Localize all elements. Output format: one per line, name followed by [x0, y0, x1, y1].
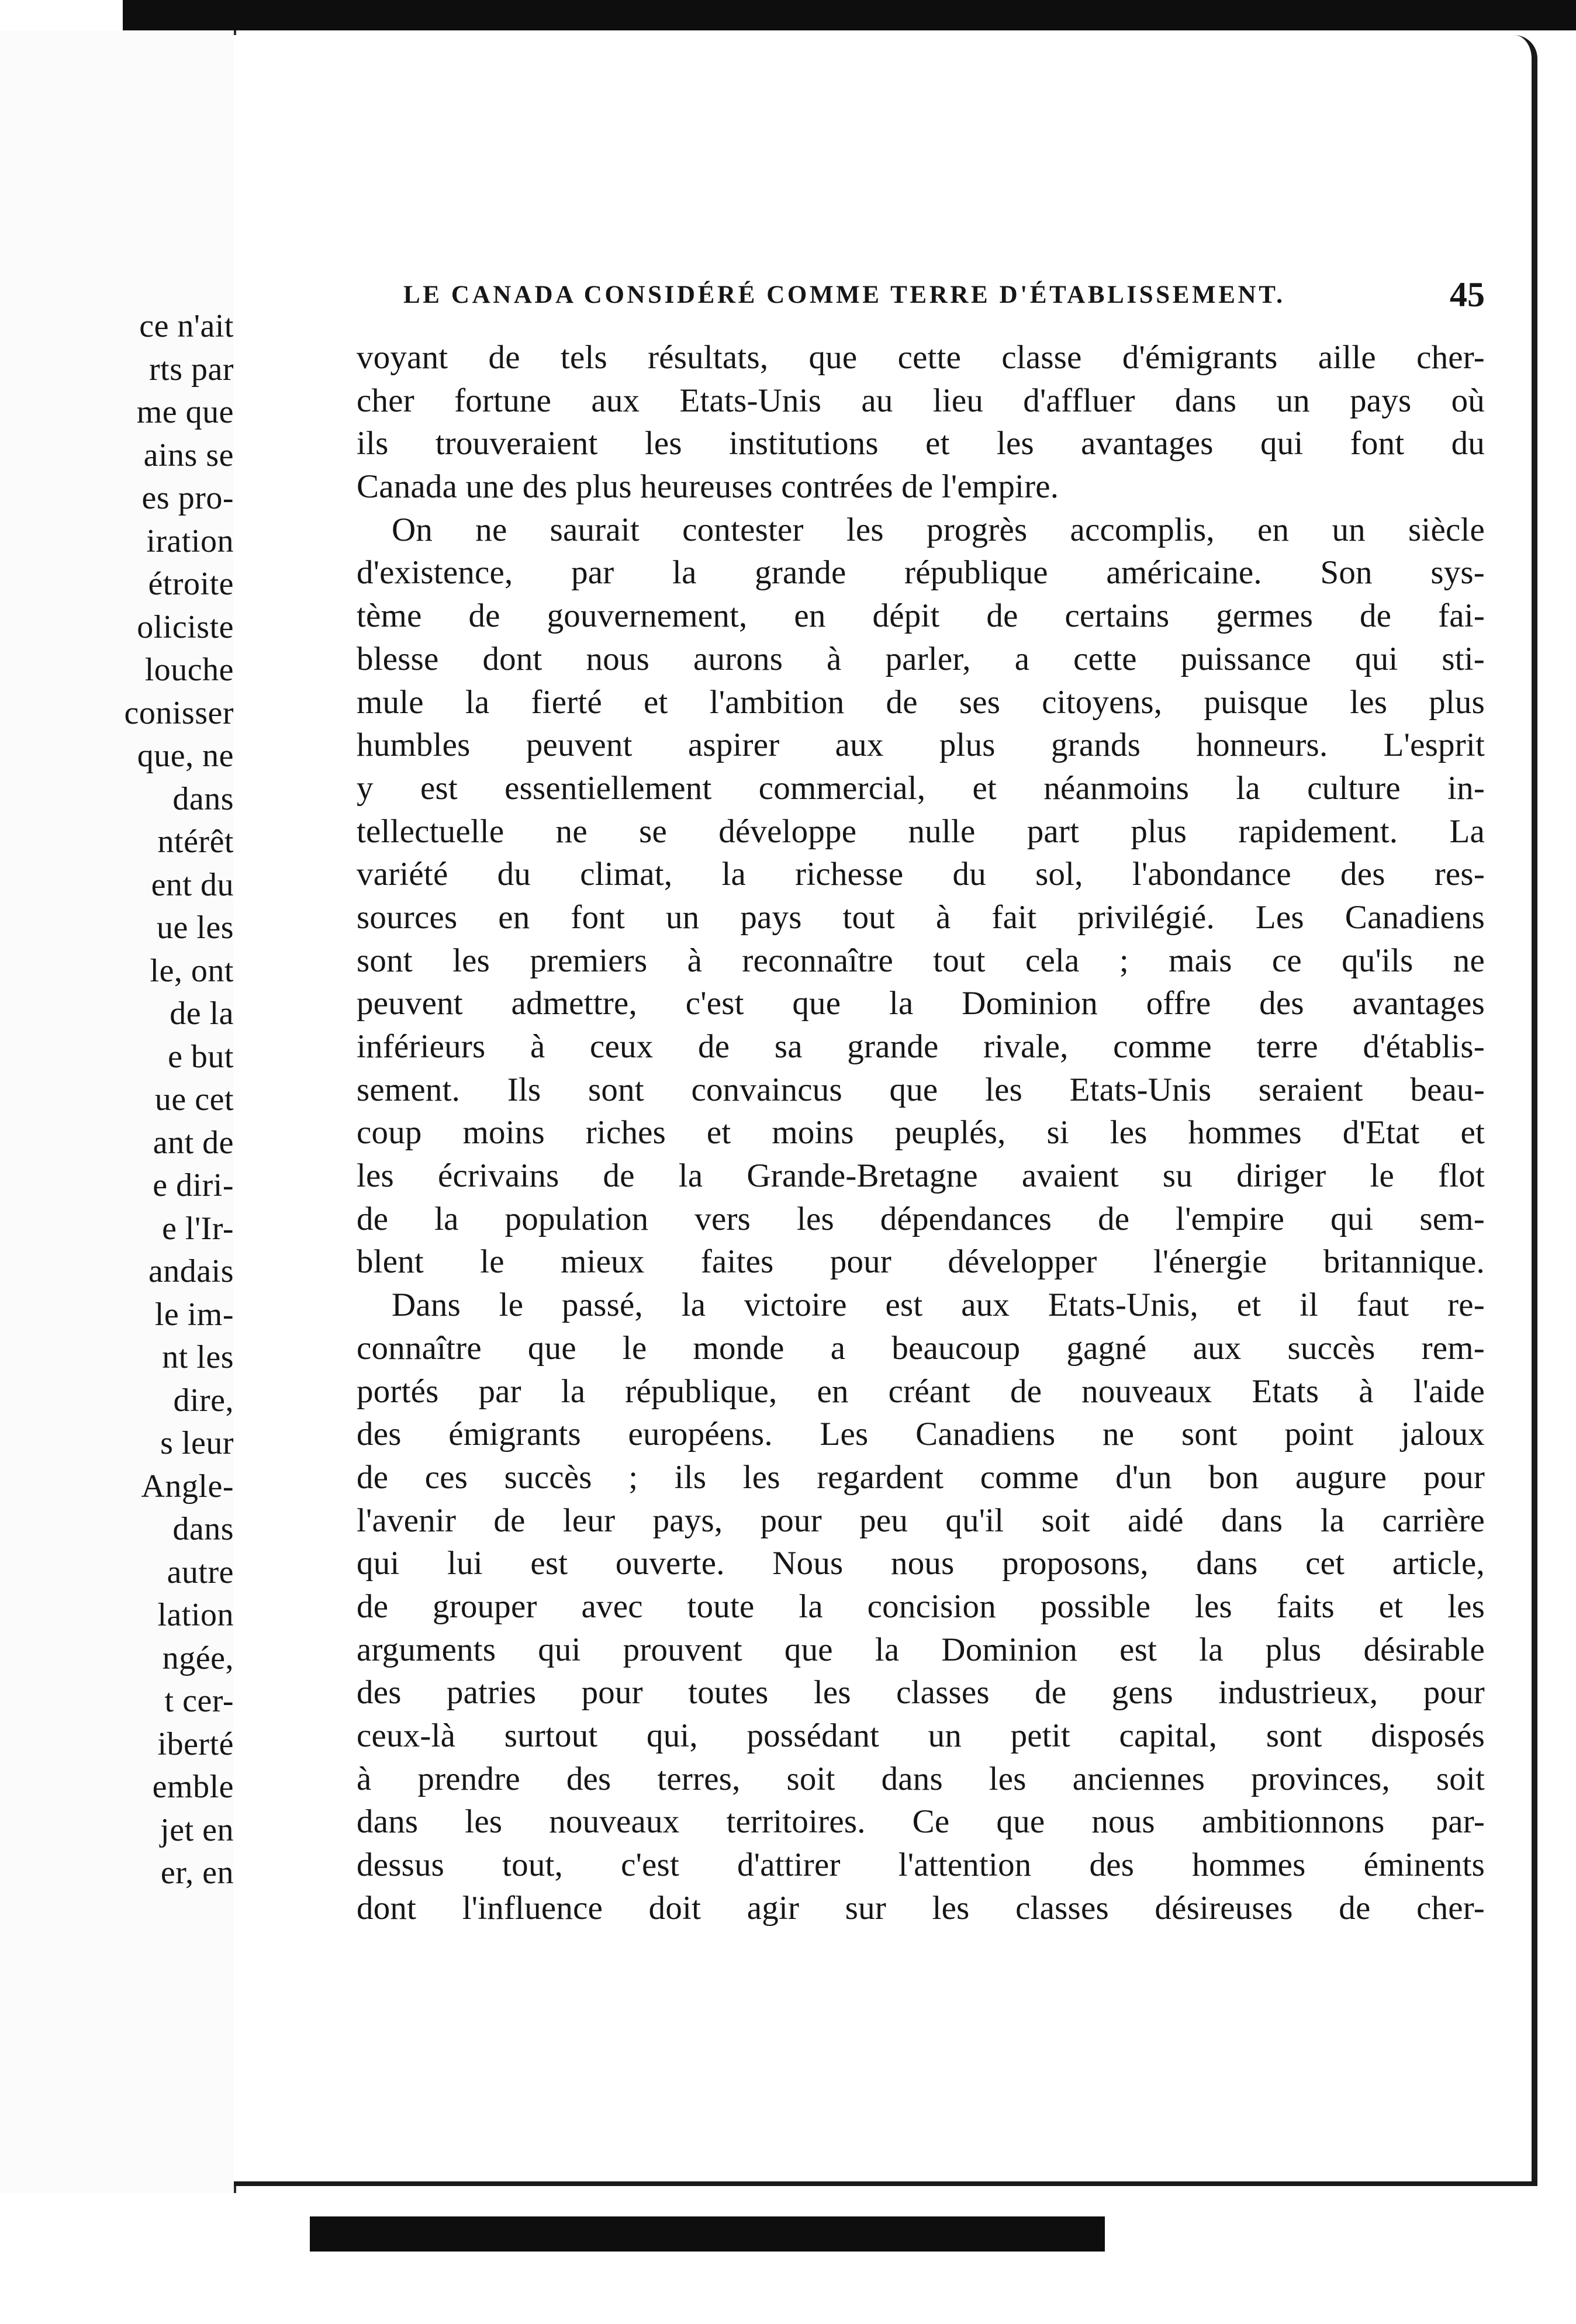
facing-page-line: s leur [160, 1425, 234, 1461]
facing-page-line: iberté [157, 1725, 234, 1762]
text-line: dans les nouveaux territoires. Ce que nous ambitionnons par- [357, 1803, 1485, 1841]
facing-page-line: e l'Ir- [162, 1210, 234, 1247]
facing-page-line: le, ont [150, 952, 234, 989]
facing-page-line: e but [168, 1038, 234, 1075]
facing-page-line: andais [148, 1253, 234, 1289]
text-line: ils trouveraient les institutions et les avantages qui font du [357, 425, 1485, 462]
text-line: ceux-là surtout qui, possédant un petit capital, sont disposés [357, 1717, 1485, 1754]
facing-page-line: es pro- [141, 480, 234, 516]
text-line: Dans le passé, la victoire est aux Etats-Unis, et il faut re- [392, 1286, 1485, 1324]
text-line: arguments qui prouvent que la Dominion est la plus désirable [357, 1631, 1485, 1668]
facing-page-line: t cer- [164, 1683, 234, 1719]
text-line: des patries pour toutes les classes de gens industrieux, pour [357, 1674, 1485, 1711]
facing-page-line: ue les [156, 909, 234, 946]
text-line: tellectuelle ne se développe nulle part plus rapidement. La [357, 812, 1485, 850]
facing-page-line: louche [144, 652, 234, 688]
text-line: On ne saurait contester les progrès accomplis, en un siècle [392, 511, 1485, 548]
facing-page-line: e diri- [153, 1167, 234, 1204]
text-line: inférieurs à ceux de sa grande rivale, comme terre d'établis- [357, 1028, 1485, 1065]
facing-page-line: dire, [173, 1382, 234, 1419]
text-line: blent le mieux faites pour développer l'énergie britannique. [357, 1243, 1485, 1281]
text-line: des émigrants européens. Les Canadiens ne sont point jaloux [357, 1416, 1485, 1453]
facing-page-line: Angle- [141, 1468, 234, 1505]
facing-page-line: ent du [151, 866, 234, 903]
text-line: tème de gouvernement, en dépit de certains germes de fai- [357, 597, 1485, 635]
facing-page-line: ntérêt [157, 824, 234, 860]
facing-page-line: conisser [124, 694, 234, 731]
facing-page-line: autre [167, 1554, 234, 1590]
text-line: d'existence, par la grande république américaine. Son sys- [357, 554, 1485, 592]
facing-page-line: er, en [160, 1855, 234, 1891]
text-line: peuvent admettre, c'est que la Dominion offre des avantages [357, 985, 1485, 1022]
text-line: les écrivains de la Grande-Bretagne avaient su diriger le flot [357, 1157, 1485, 1195]
text-line: Canada une des plus heureuses contrées de l'empire. [357, 468, 1059, 506]
text-line: sement. Ils sont convaincus que les Etats-Unis seraient beau- [357, 1071, 1485, 1108]
scan-bottom-border [310, 2216, 1105, 2252]
text-line: dessus tout, c'est d'attirer l'attention des hommes éminents [357, 1846, 1485, 1884]
text-line: l'avenir de leur pays, pour peu qu'il soit aidé dans la carrière [357, 1502, 1485, 1539]
facing-page-line: rts par [148, 351, 234, 388]
text-line: de la population vers les dépendances de l'empire qui sem- [357, 1200, 1485, 1237]
facing-page-line: de la [170, 995, 234, 1032]
text-line: sources en font un pays tout à fait privilégié. Les Canadiens [357, 898, 1485, 936]
scan-top-border [0, 0, 1576, 30]
text-line: dont l'influence doit agir sur les classes désireuses de cher- [357, 1889, 1485, 1927]
text-line: mule la fierté et l'ambition de ses citoyens, puisque les plus [357, 683, 1485, 721]
facing-page-line: dans [172, 780, 234, 817]
facing-page-line: ce n'ait [139, 308, 234, 344]
facing-page-line: ngée, [162, 1640, 234, 1676]
running-head [403, 275, 1485, 327]
page-number: 45 [1450, 275, 1485, 314]
text-line: y est essentiellement commercial, et néanmoins la culture in- [357, 769, 1485, 807]
text-line: variété du climat, la richesse du sol, l'abondance des res- [357, 856, 1485, 893]
text-line: à prendre des terres, soit dans les anciennes provinces, soit [357, 1760, 1485, 1797]
facing-page-line: étroite [148, 566, 234, 602]
text-line: blesse dont nous aurons à parler, a cette puissance qui sti- [357, 640, 1485, 677]
facing-page-line: iration [146, 523, 234, 559]
facing-page-line: oliciste [137, 608, 234, 645]
text-line: de ces succès ; ils les regardent comme d'un bon augure pour [357, 1458, 1485, 1496]
facing-page-line: ue cet [154, 1081, 234, 1118]
facing-page-line: dans [172, 1511, 234, 1547]
facing-page-line: nt les [162, 1339, 234, 1375]
facing-page-line: me que [136, 394, 234, 430]
text-line: cher fortune aux Etats-Unis au lieu d'affluer dans un pays où [357, 382, 1485, 419]
facing-page-line: lation [157, 1597, 234, 1633]
main-page [234, 35, 1537, 2186]
body-text [357, 336, 1485, 1929]
text-line: voyant de tels résultats, que cette classe d'émigrants aille cher- [357, 339, 1485, 376]
facing-page-line: que, ne [137, 738, 234, 774]
facing-page-line: jet en [160, 1811, 234, 1848]
facing-page-line: le im- [154, 1296, 234, 1333]
facing-page-line: ant de [153, 1124, 234, 1161]
text-line: coup moins riches et moins peuplés, si les hommes d'Etat et [357, 1114, 1485, 1151]
text-line: de grouper avec toute la concision possible les faits et les [357, 1588, 1485, 1625]
text-line: qui lui est ouverte. Nous nous proposons, dans cet article, [357, 1545, 1485, 1582]
text-line: humbles peuvent aspirer aux plus grands honneurs. L'esprit [357, 727, 1485, 764]
text-line: connaître que le monde a beaucoup gagné aux succès rem- [357, 1329, 1485, 1367]
facing-page-line: ains se [143, 437, 234, 473]
text-line: sont les premiers à reconnaître tout cela ; mais ce qu'ils ne [357, 942, 1485, 979]
text-line: portés par la république, en créant de nouveaux Etats à l'aide [357, 1372, 1485, 1410]
running-title: LE CANADA CONSIDÉRÉ COMME TERRE D'ÉTABLISSEMENT. [403, 281, 1285, 309]
facing-page [0, 30, 236, 2193]
facing-page-line: emble [152, 1769, 234, 1805]
